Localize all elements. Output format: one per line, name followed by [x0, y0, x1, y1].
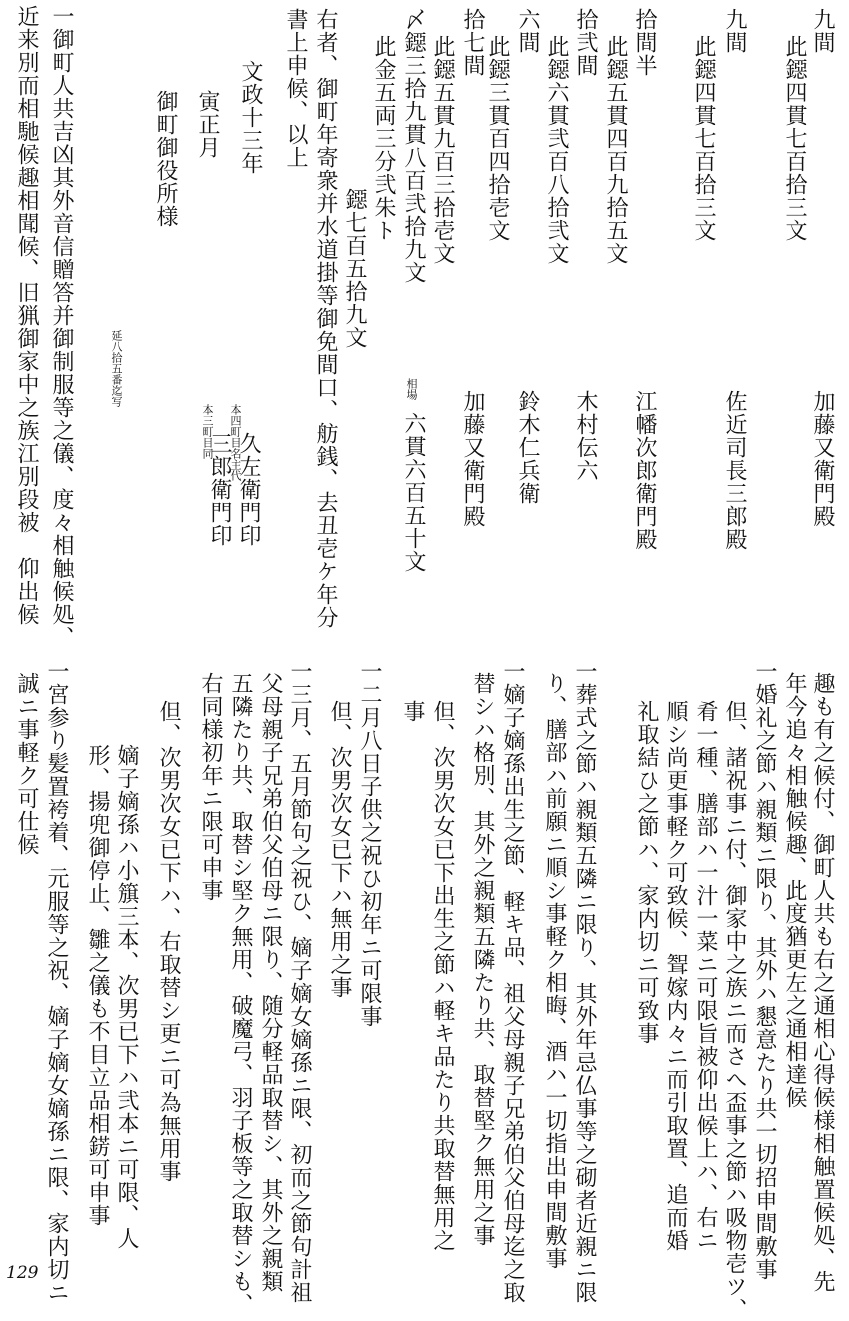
text-line: 六間	[515, 8, 540, 54]
text-line: 鐚七百五拾九文	[342, 188, 367, 349]
text-line: 此鐚三貫百四拾壱文	[485, 35, 510, 242]
text-line: 誠ニ事軽ク可仕候	[14, 672, 39, 856]
text-line: 此鐚五貫九百三拾壱文	[430, 35, 455, 265]
text-line: 右者、御町年寄衆并水道掛等御免間口、舫銭、去丑壱ケ年分	[313, 8, 338, 629]
name-line: 木村伝六	[573, 390, 598, 482]
text-line: 順シ尚更事軽ク可致候、聟嫁内々ニ而引取置、追而婚	[663, 700, 688, 1252]
text-line: 趣も有之候付、御町人共も右之通相心得候様相触置候処、先	[810, 672, 835, 1293]
text-line: り、膳部ハ前願ニ順シ事軽ク相晦、酒ハ一切指出申間敷事	[542, 672, 567, 1270]
text-line: 拾間半	[632, 8, 657, 77]
text-line: 肴一種、膳部ハ一汁一菜ニ可限旨被仰出候上ハ、右ニ	[693, 700, 718, 1252]
text-line: 九間	[810, 8, 835, 54]
name-line: 江幡次郎衛門殿	[632, 390, 657, 551]
text-line: 一三月、五月節句之祝ひ、嫡子嫡女嫡孫ニ限、初而之節句計祖	[287, 660, 312, 1304]
annotation-nanushi: 本四町目名主代	[229, 404, 242, 481]
annotation-note: 延八拾五番迄写	[110, 330, 123, 407]
text-line: 此鐚五貫四百九拾五文	[603, 35, 628, 265]
text-line: 五隣たり共、取替シ堅ク無用、破魔弓、羽子板等之取替シも、	[228, 672, 253, 1316]
text-line: 書上申候、以上	[283, 8, 308, 169]
text-line: 拾弐間	[573, 8, 598, 77]
text-line: 九間	[722, 8, 747, 54]
text-line: 此鐚六貫弐百八拾弐文	[544, 35, 569, 265]
name-line: 六貫六百五十文	[401, 412, 426, 573]
text-line: 嫡子嫡孫ハ小簱三本、次男已下ハ弐本ニ可限、人	[114, 744, 139, 1250]
text-line: 寅正月	[195, 90, 220, 159]
text-line: 父母親子兄弟伯父伯母ニ限り、随分軽品取替シ、其外之親類	[258, 672, 283, 1293]
name-line: 加藤又衛門殿	[810, 390, 835, 528]
text-line: 但、次男次女已下ハ、右取替シ更ニ可為無用事	[156, 700, 181, 1183]
name-line: 鈴木仁兵衛	[515, 390, 540, 505]
text-line: 一嫡子嫡孫出生之節、軽キ品、祖父母親子兄弟伯父伯母迄之取	[500, 660, 525, 1304]
text-line: 形、揚兜御停止、雛之儀も不目立品相錺可申事	[85, 744, 110, 1227]
text-line: 文政十三年	[238, 60, 263, 175]
text-line: 一葬式之節ハ親類五隣ニ限り、其外年忌仏事等之砌者近親ニ限	[572, 660, 597, 1304]
text-line: 〆鐚三拾九貫八百弐拾九文	[401, 8, 426, 284]
text-line: 此鐚四貫七百拾三文	[691, 35, 716, 242]
text-line: 但、次男次女已下ハ無用之事	[327, 700, 352, 999]
annotation-soba: 相場	[405, 378, 418, 400]
text-line: 礼取結ひ之節ハ、家内切ニ可致事	[634, 700, 659, 1045]
text-line: 替シハ格別、其外之親類五隣たり共、取替堅ク無用之事	[470, 672, 495, 1247]
text-line: 事	[400, 700, 425, 723]
signature-name: 三郎衛門印	[207, 432, 232, 547]
text-line: 御町御役所様	[153, 90, 178, 228]
text-line: 此鐚四貫七百拾三文	[782, 35, 807, 242]
name-line: 佐近司長三郎殿	[722, 390, 747, 551]
text-line: 但、次男次女已下出生之節ハ軽キ品たり共取替無用之	[430, 700, 455, 1252]
text-line: 一二月八日子供之祝ひ初年ニ可限事	[357, 660, 382, 1028]
text-line: 拾七間	[460, 8, 485, 77]
text-line: 一宮参り髪置袴着、元服等之祝、嫡子嫡女嫡孫ニ限、家内切ニ	[44, 660, 69, 1304]
signature-name: 久左衛門印	[236, 432, 261, 547]
text-line: 但、諸祝事ニ付、御家中之族ニ而さへ盃事之節ハ吸物壱ツ、	[722, 700, 747, 1321]
name-line: 加藤又衛門殿	[460, 390, 485, 528]
annotation-nanushi: 本三町目同	[201, 404, 214, 459]
text-line: 年今追々相触候趣、此度猶更左之通相達候	[782, 672, 807, 1109]
text-line: 此金五両三分弐朱ト	[371, 35, 396, 242]
page-number: 129	[6, 1263, 39, 1283]
text-line: 近来別而相馳候趣相聞候、旧猟御家中之族江別段被 仰出候	[14, 5, 39, 626]
text-line: 右同様初年ニ限可申事	[198, 672, 223, 902]
text-line: 一婚礼之節ハ親類ニ限り、其外ハ懇意たり共一切招申間敷事	[752, 660, 777, 1281]
text-line: 一御町人共吉凶其外音信贈答并御制服等之儀、度々相触候処、	[49, 5, 74, 649]
